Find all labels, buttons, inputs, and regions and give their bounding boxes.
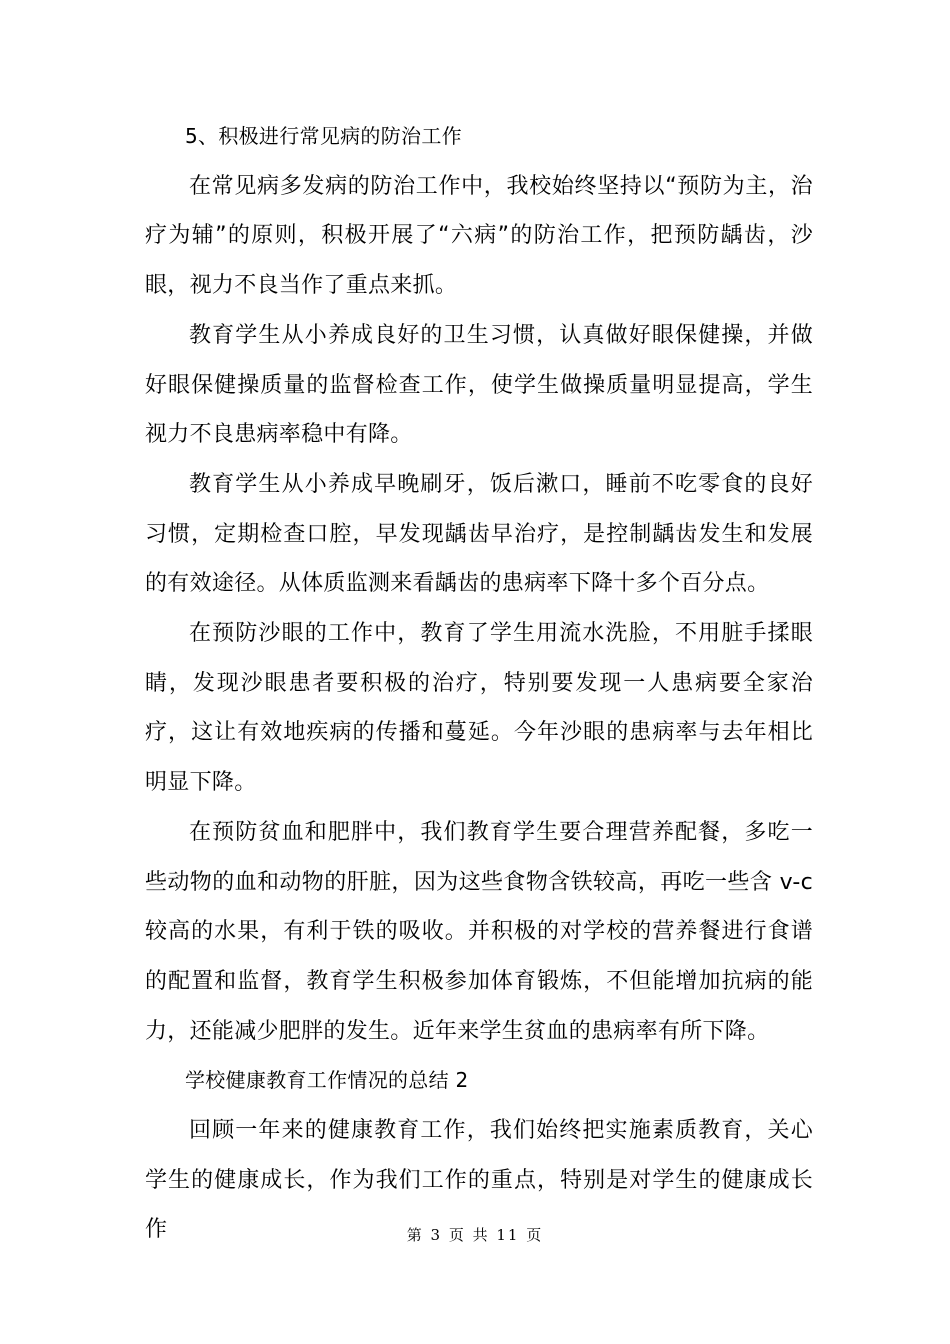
body-paragraph: 在常见病多发病的防治工作中，我校始终坚持以“预防为主，治疗为辅”的原则，积极开展了“六病”的防治工作，把预防龋齿，沙眼，视力不良当作了重点来抓。 xyxy=(145,173,813,299)
body-paragraph: 教育学生从小养成良好的卫生习惯，认真做好眼保健操，并做好眼保健操质量的监督检查工作，使学生做操质量明显提高，学生视力不良患病率稳中有降。 xyxy=(145,322,813,448)
document-body xyxy=(145,112,813,1255)
section-heading: 5、积极进行常见病的防治工作 xyxy=(185,124,462,148)
body-paragraph: 回顾一年来的健康教育工作，我们始终把实施素质教育，关心学生的健康成长，作为我们工作的重点，特别是对学生的健康成长作 xyxy=(145,1118,813,1243)
section-heading: 学校健康教育工作情况的总结 2 xyxy=(185,1068,469,1093)
body-paragraph: 在预防沙眼的工作中，教育了学生用流水洗脸，不用脏手揉眼睛，发现沙眼患者要积极的治疗，特别要发现一人患病要全家治疗，这让有效地疾病的传播和蔓延。今年沙眼的患病率与去年相比明显下降。 xyxy=(145,621,813,796)
body-paragraph: 教育学生从小养成早晚刷牙，饭后漱口，睡前不吃零食的良好习惯，定期检查口腔，早发现龋齿早治疗，是控制龋齿发生和发展的有效途径。从体质监测来看龋齿的患病率下降十多个百分点。 xyxy=(145,471,813,597)
body-paragraph: 在预防贫血和肥胖中，我们教育学生要合理营养配餐，多吃一些动物的血和动物的肝脏，因为这些食物含铁较高，再吃一些含 v-c 较高的水果，有利于铁的吸收。并积极的对学校的营养餐进行食谱的配置和监督，教育学生积极参加体育锻炼，不但能增加抗病的能力，还能减少肥胖的发生。近年来学生贫血的患病率有所下降。 xyxy=(145,819,813,1044)
page-number-footer: 第 3 页 共 11 页 xyxy=(406,1226,544,1244)
